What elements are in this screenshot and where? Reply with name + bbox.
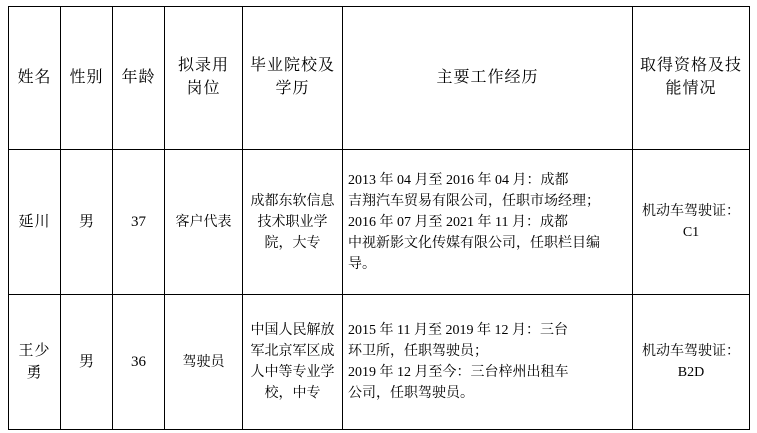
cell-name: 王少勇 (9, 295, 61, 430)
column-header-gender: 性别 (61, 7, 113, 150)
cell-age: 36 (113, 295, 165, 430)
cell-school: 中国人民解放军北京军区成人中等专业学校，中专 (243, 295, 343, 430)
cell-experience (343, 295, 633, 430)
cell-name: 延川 (9, 150, 61, 295)
column-header-certificate: 取得资格及技能情况 (633, 7, 750, 150)
table-body (9, 150, 750, 430)
cell-age: 37 (113, 150, 165, 295)
cell-post: 驾驶员 (165, 295, 243, 430)
experience-line: 中视新影文化传媒有限公司，任职栏目编导。 (348, 235, 600, 272)
cell-certificate: 机动车驾驶证：B2D (633, 295, 750, 430)
table-row (9, 150, 750, 295)
column-header-experience: 主要工作经历 (343, 7, 633, 150)
cell-certificate: 机动车驾驶证：C1 (633, 150, 750, 295)
column-header-age: 年龄 (113, 7, 165, 150)
column-header-name: 姓名 (9, 7, 61, 150)
column-header-post: 拟录用岗位 (165, 7, 243, 150)
experience-line: 2016 年 07 月至 2021 年 11 月：成都 (348, 214, 568, 230)
experience-line: 2019 年 12 月至今：三台梓州出租车 (348, 365, 569, 380)
table-header (9, 7, 750, 150)
experience-line: 公司，任职驾驶员。 (348, 386, 474, 401)
experience-line: 吉翔汽车贸易有限公司，任职市场经理； (348, 193, 600, 209)
experience-line: 2015 年 11 月至 2019 年 12 月：三台 (348, 323, 568, 338)
cell-experience (343, 150, 633, 295)
table-header-row (9, 7, 750, 150)
cell-gender: 男 (61, 295, 113, 430)
table-row (9, 295, 750, 430)
cell-gender: 男 (61, 150, 113, 295)
cell-post: 客户代表 (165, 150, 243, 295)
experience-line: 环卫所，任职驾驶员； (348, 344, 488, 359)
candidate-resume-table (8, 6, 750, 430)
cell-school: 成都东软信息技术职业学院，大专 (243, 150, 343, 295)
experience-line: 2013 年 04 月至 2016 年 04 月：成都 (348, 172, 569, 188)
column-header-school: 毕业院校及学历 (243, 7, 343, 150)
